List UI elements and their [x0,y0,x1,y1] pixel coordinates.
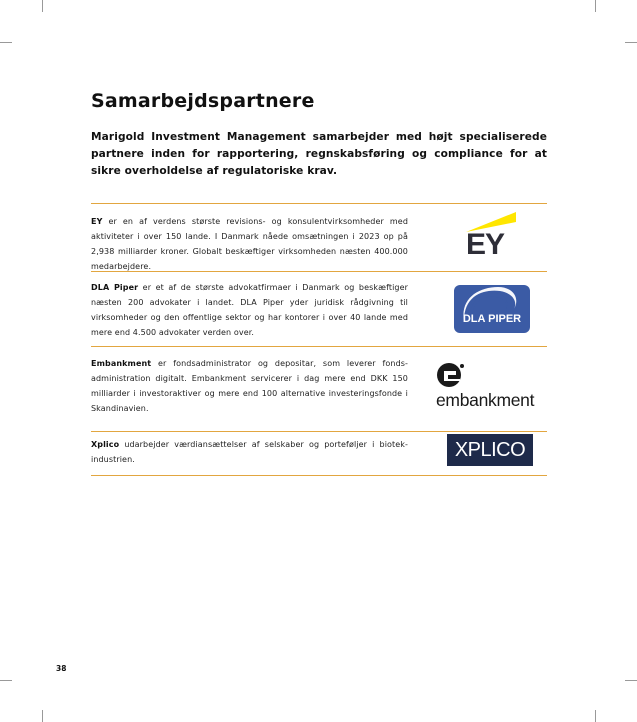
partner-name: DLA Piper [91,283,139,292]
embankment-logo-text: embankment [436,390,535,410]
crop-mark [0,680,12,681]
embankment-logo-dot [460,364,464,368]
partner-description: er en af verdens største revisions- og konsulentvirksomheder med aktiviteter i over 150 lande. I Danmark nåede omsætningen i 2023 op på 2,938 milliarder kroner. Globalt beskæftiger virksomheden næsten 400.000 medarbejdere. [91,217,408,271]
partner-xplico [91,437,408,467]
intro-paragraph: Marigold Investment Management samarbejder med højt specialiserede partnere inden for rapportering, regnskabsføring og compliance for at sikre overholdelse af regulatoriske krav. [91,131,547,177]
xplico-logo-text: XPLICO [454,439,526,461]
partner-embankment [91,356,408,416]
crop-mark [595,710,596,722]
partner-name: Embankment [91,359,152,368]
xplico-logo [447,434,533,466]
divider [91,431,547,432]
ey-logo [466,210,518,262]
partner-ey [91,214,408,274]
page-number: 38 [56,664,67,673]
crop-mark [0,42,12,43]
partner-description: udarbejder værdiansættelser af selskaber og porteføljer i biotek-industrien. [91,440,408,464]
crop-mark [625,42,637,43]
crop-mark [595,0,596,12]
page-title: Samarbejdspartnere [91,90,315,112]
dla-piper-logo [454,285,530,333]
partner-description: er et af de største advokatfirmaer i Danmark og beskæftiger næsten 200 advokater i landet. DLA Piper yder juridisk rådgivning til virksomheder og den offentlige sektor og har kontorer i over 40 lande med mere end 4.500 advokater verden over. [91,283,408,337]
divider [91,346,547,347]
crop-mark [625,680,637,681]
partner-dla-piper [91,280,408,340]
crop-mark [42,710,43,722]
partner-description: er fondsadministrator og depositar, som leverer fonds-administration digitalt. Embankment servicerer i dag mere end DKK 150 milliarder i investoraktiver og mere end 100 alternative investeringsfonde i Skandinavien. [91,359,408,413]
partner-name: EY [91,217,103,226]
crop-mark [42,0,43,12]
embankment-logo [436,362,548,412]
divider [91,475,547,476]
dla-piper-logo-text: DLA PIPER [462,313,522,325]
partner-name: Xplico [91,440,120,449]
ey-logo-text: EY [466,228,505,261]
divider [91,203,547,204]
